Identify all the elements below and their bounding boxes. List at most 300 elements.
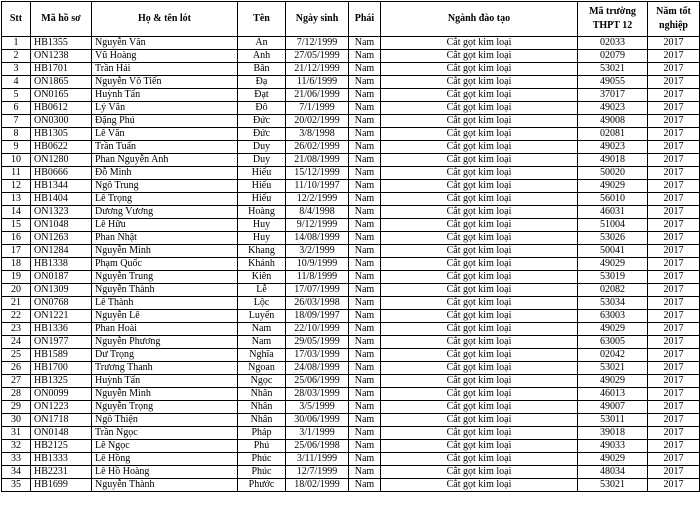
cell-ma-truong: 53021: [578, 479, 648, 492]
cell-ma-truong: 53034: [578, 297, 648, 310]
cell-ho-ten-lot: Nguyễn Lê: [92, 310, 238, 323]
cell-ngay-sinh: 3/5/1999: [286, 401, 349, 414]
cell-phai: Nam: [349, 63, 381, 76]
cell-nganh-dao-tao: Cắt gọt kim loại: [381, 349, 578, 362]
cell-phai: Nam: [349, 479, 381, 492]
cell-nganh-dao-tao: Cắt gọt kim loại: [381, 440, 578, 453]
cell-stt: 17: [2, 245, 31, 258]
cell-ma-truong: 49029: [578, 323, 648, 336]
cell-ma-truong: 02082: [578, 284, 648, 297]
cell-ho-ten-lot: Nguyễn Văn: [92, 37, 238, 50]
cell-stt: 35: [2, 479, 31, 492]
cell-ma-ho-so: ON1223: [31, 401, 92, 414]
cell-phai: Nam: [349, 271, 381, 284]
table-row: [2, 206, 700, 219]
cell-nganh-dao-tao: Cắt gọt kim loại: [381, 154, 578, 167]
header-ma-ho-so: Mã hồ sơ: [31, 2, 92, 37]
cell-ngay-sinh: 11/10/1997: [286, 180, 349, 193]
cell-nam-tot-nghiep: 2017: [648, 440, 700, 453]
cell-nganh-dao-tao: Cắt gọt kim loại: [381, 453, 578, 466]
cell-ngay-sinh: 26/03/1998: [286, 297, 349, 310]
cell-ngay-sinh: 18/02/1999: [286, 479, 349, 492]
cell-ma-truong: 49029: [578, 453, 648, 466]
cell-nganh-dao-tao: Cắt gọt kim loại: [381, 232, 578, 245]
cell-ten: Khánh: [238, 258, 286, 271]
cell-nganh-dao-tao: Cắt gọt kim loại: [381, 258, 578, 271]
cell-ma-truong: 49008: [578, 115, 648, 128]
cell-nganh-dao-tao: Cắt gọt kim loại: [381, 206, 578, 219]
cell-ho-ten-lot: Vũ Hoàng: [92, 50, 238, 63]
table-row: [2, 323, 700, 336]
cell-ho-ten-lot: Huỳnh Tấn: [92, 375, 238, 388]
cell-ma-truong: 49023: [578, 102, 648, 115]
cell-stt: 34: [2, 466, 31, 479]
cell-nganh-dao-tao: Cắt gọt kim loại: [381, 180, 578, 193]
cell-nganh-dao-tao: Cắt gọt kim loại: [381, 362, 578, 375]
cell-ma-ho-so: ON1280: [31, 154, 92, 167]
cell-nganh-dao-tao: Cắt gọt kim loại: [381, 128, 578, 141]
cell-nganh-dao-tao: Cắt gọt kim loại: [381, 167, 578, 180]
cell-nam-tot-nghiep: 2017: [648, 128, 700, 141]
table-row: [2, 219, 700, 232]
cell-nganh-dao-tao: Cắt gọt kim loại: [381, 323, 578, 336]
cell-phai: Nam: [349, 180, 381, 193]
cell-ma-ho-so: HB1325: [31, 375, 92, 388]
cell-ngay-sinh: 3/1/1999: [286, 427, 349, 440]
cell-stt: 32: [2, 440, 31, 453]
cell-ten: Nhân: [238, 401, 286, 414]
cell-phai: Nam: [349, 310, 381, 323]
cell-nam-tot-nghiep: 2017: [648, 63, 700, 76]
cell-ten: Nhân: [238, 388, 286, 401]
cell-ho-ten-lot: Nguyễn Thành: [92, 479, 238, 492]
cell-ngay-sinh: 3/2/1999: [286, 245, 349, 258]
cell-ma-truong: 49023: [578, 141, 648, 154]
cell-phai: Nam: [349, 258, 381, 271]
cell-ho-ten-lot: Nguyễn Phương: [92, 336, 238, 349]
table-row: [2, 193, 700, 206]
cell-ten: Hiếu: [238, 180, 286, 193]
cell-ma-ho-so: ON1865: [31, 76, 92, 89]
cell-ten: Luyến: [238, 310, 286, 323]
cell-ngay-sinh: 21/12/1999: [286, 63, 349, 76]
table-row: [2, 297, 700, 310]
cell-stt: 15: [2, 219, 31, 232]
cell-nam-tot-nghiep: 2017: [648, 232, 700, 245]
cell-ma-ho-so: HB1338: [31, 258, 92, 271]
cell-nganh-dao-tao: Cắt gọt kim loại: [381, 297, 578, 310]
cell-ngay-sinh: 18/09/1997: [286, 310, 349, 323]
table-row: [2, 50, 700, 63]
cell-ma-truong: 49029: [578, 258, 648, 271]
cell-ngay-sinh: 29/05/1999: [286, 336, 349, 349]
header-nganh-dao-tao: Ngành đào tạo: [381, 2, 578, 37]
cell-nganh-dao-tao: Cắt gọt kim loại: [381, 310, 578, 323]
cell-nam-tot-nghiep: 2017: [648, 37, 700, 50]
student-table: [1, 1, 700, 492]
cell-ma-truong: 53011: [578, 414, 648, 427]
cell-ten: Nhân: [238, 414, 286, 427]
cell-ma-truong: 46031: [578, 206, 648, 219]
cell-ho-ten-lot: Lê Trọng: [92, 193, 238, 206]
cell-ma-truong: 49033: [578, 440, 648, 453]
cell-ngay-sinh: 25/06/1999: [286, 375, 349, 388]
cell-phai: Nam: [349, 219, 381, 232]
cell-phai: Nam: [349, 401, 381, 414]
cell-ngay-sinh: 8/4/1998: [286, 206, 349, 219]
table-row: [2, 271, 700, 284]
cell-ngay-sinh: 12/2/1999: [286, 193, 349, 206]
cell-ma-truong: 49029: [578, 180, 648, 193]
table-row: [2, 115, 700, 128]
cell-phai: Nam: [349, 245, 381, 258]
cell-nam-tot-nghiep: 2017: [648, 102, 700, 115]
cell-ho-ten-lot: Trần Tuấn: [92, 141, 238, 154]
cell-ho-ten-lot: Lê Ngọc: [92, 440, 238, 453]
cell-ngay-sinh: 21/08/1999: [286, 154, 349, 167]
cell-nam-tot-nghiep: 2017: [648, 89, 700, 102]
cell-ma-ho-so: ON0300: [31, 115, 92, 128]
cell-nam-tot-nghiep: 2017: [648, 76, 700, 89]
cell-ten: An: [238, 37, 286, 50]
cell-nganh-dao-tao: Cắt gọt kim loại: [381, 284, 578, 297]
cell-stt: 1: [2, 37, 31, 50]
cell-stt: 30: [2, 414, 31, 427]
cell-nam-tot-nghiep: 2017: [648, 180, 700, 193]
cell-ma-truong: 51004: [578, 219, 648, 232]
table-row: [2, 440, 700, 453]
cell-ngay-sinh: 17/07/1999: [286, 284, 349, 297]
cell-ho-ten-lot: Dư Trọng: [92, 349, 238, 362]
cell-ma-ho-so: ON1048: [31, 219, 92, 232]
cell-nganh-dao-tao: Cắt gọt kim loại: [381, 401, 578, 414]
cell-ho-ten-lot: Nguyễn Minh: [92, 388, 238, 401]
cell-ten: Duy: [238, 141, 286, 154]
cell-ma-ho-so: HB1700: [31, 362, 92, 375]
cell-ngay-sinh: 20/02/1999: [286, 115, 349, 128]
cell-phai: Nam: [349, 141, 381, 154]
cell-stt: 2: [2, 50, 31, 63]
cell-nganh-dao-tao: Cắt gọt kim loại: [381, 219, 578, 232]
cell-stt: 27: [2, 375, 31, 388]
cell-phai: Nam: [349, 206, 381, 219]
cell-phai: Nam: [349, 128, 381, 141]
cell-ma-truong: 02033: [578, 37, 648, 50]
cell-phai: Nam: [349, 427, 381, 440]
cell-ma-truong: 49018: [578, 154, 648, 167]
cell-ngay-sinh: 25/06/1998: [286, 440, 349, 453]
table-row: [2, 310, 700, 323]
cell-ma-ho-so: HB1355: [31, 37, 92, 50]
cell-ten: Phúc: [238, 453, 286, 466]
table-row: [2, 466, 700, 479]
cell-nam-tot-nghiep: 2017: [648, 414, 700, 427]
cell-nam-tot-nghiep: 2017: [648, 323, 700, 336]
cell-ngay-sinh: 3/8/1998: [286, 128, 349, 141]
cell-stt: 28: [2, 388, 31, 401]
table-row: [2, 388, 700, 401]
header-stt: Stt: [2, 2, 31, 37]
cell-ten: Đức: [238, 115, 286, 128]
cell-ma-ho-so: HB1699: [31, 479, 92, 492]
cell-nam-tot-nghiep: 2017: [648, 284, 700, 297]
cell-nganh-dao-tao: Cắt gọt kim loại: [381, 115, 578, 128]
cell-ho-ten-lot: Lê Hồng: [92, 453, 238, 466]
cell-ngay-sinh: 11/6/1999: [286, 76, 349, 89]
cell-nganh-dao-tao: Cắt gọt kim loại: [381, 466, 578, 479]
cell-ma-truong: 49007: [578, 401, 648, 414]
table-row: [2, 63, 700, 76]
cell-stt: 7: [2, 115, 31, 128]
cell-ma-truong: 37017: [578, 89, 648, 102]
cell-ma-ho-so: HB1589: [31, 349, 92, 362]
cell-phai: Nam: [349, 232, 381, 245]
cell-nam-tot-nghiep: 2017: [648, 206, 700, 219]
cell-ho-ten-lot: Ngô Trung: [92, 180, 238, 193]
cell-nganh-dao-tao: Cắt gọt kim loại: [381, 141, 578, 154]
table-row: [2, 375, 700, 388]
cell-ma-ho-so: HB0612: [31, 102, 92, 115]
cell-stt: 21: [2, 297, 31, 310]
cell-ma-ho-so: ON1323: [31, 206, 92, 219]
cell-nam-tot-nghiep: 2017: [648, 50, 700, 63]
cell-phai: Nam: [349, 362, 381, 375]
cell-ten: Ngoan: [238, 362, 286, 375]
cell-ngay-sinh: 3/11/1999: [286, 453, 349, 466]
header-ten: Tên: [238, 2, 286, 37]
cell-stt: 20: [2, 284, 31, 297]
cell-ma-ho-so: ON1309: [31, 284, 92, 297]
cell-ten: Hoàng: [238, 206, 286, 219]
cell-ma-ho-so: ON1718: [31, 414, 92, 427]
cell-ten: Nghĩa: [238, 349, 286, 362]
cell-ma-truong: 50020: [578, 167, 648, 180]
cell-phai: Nam: [349, 336, 381, 349]
cell-ma-ho-so: ON1263: [31, 232, 92, 245]
cell-ma-truong: 48034: [578, 466, 648, 479]
cell-ten: Hiếu: [238, 193, 286, 206]
cell-nam-tot-nghiep: 2017: [648, 388, 700, 401]
cell-ma-truong: 56010: [578, 193, 648, 206]
cell-nam-tot-nghiep: 2017: [648, 141, 700, 154]
cell-phai: Nam: [349, 375, 381, 388]
cell-ma-truong: 02079: [578, 50, 648, 63]
cell-nam-tot-nghiep: 2017: [648, 349, 700, 362]
table-row: [2, 479, 700, 492]
table-row: [2, 167, 700, 180]
cell-ma-ho-so: HB2125: [31, 440, 92, 453]
cell-stt: 8: [2, 128, 31, 141]
cell-stt: 12: [2, 180, 31, 193]
cell-ho-ten-lot: Lê Văn: [92, 128, 238, 141]
cell-nam-tot-nghiep: 2017: [648, 453, 700, 466]
cell-stt: 25: [2, 349, 31, 362]
cell-nganh-dao-tao: Cắt gọt kim loại: [381, 63, 578, 76]
header-ho-ten-lot: Họ & tên lót: [92, 2, 238, 37]
cell-ho-ten-lot: Đỗ Minh: [92, 167, 238, 180]
cell-nganh-dao-tao: Cắt gọt kim loại: [381, 76, 578, 89]
cell-ngay-sinh: 27/05/1999: [286, 50, 349, 63]
cell-phai: Nam: [349, 297, 381, 310]
cell-ten: Phước: [238, 479, 286, 492]
cell-stt: 9: [2, 141, 31, 154]
cell-stt: 5: [2, 89, 31, 102]
cell-ho-ten-lot: Phan Hoài: [92, 323, 238, 336]
cell-ma-ho-so: ON0187: [31, 271, 92, 284]
cell-phai: Nam: [349, 466, 381, 479]
cell-ho-ten-lot: Huỳnh Tấn: [92, 89, 238, 102]
cell-stt: 13: [2, 193, 31, 206]
cell-stt: 11: [2, 167, 31, 180]
cell-phai: Nam: [349, 154, 381, 167]
cell-phai: Nam: [349, 284, 381, 297]
cell-nam-tot-nghiep: 2017: [648, 375, 700, 388]
cell-stt: 22: [2, 310, 31, 323]
cell-ma-truong: 53021: [578, 362, 648, 375]
table-row: [2, 128, 700, 141]
cell-nam-tot-nghiep: 2017: [648, 466, 700, 479]
cell-stt: 29: [2, 401, 31, 414]
cell-stt: 3: [2, 63, 31, 76]
cell-nam-tot-nghiep: 2017: [648, 310, 700, 323]
cell-nganh-dao-tao: Cắt gọt kim loại: [381, 37, 578, 50]
cell-phai: Nam: [349, 50, 381, 63]
cell-ho-ten-lot: Trương Thanh: [92, 362, 238, 375]
cell-ma-ho-so: ON0148: [31, 427, 92, 440]
cell-ten: Lộc: [238, 297, 286, 310]
table-row: [2, 76, 700, 89]
cell-ngay-sinh: 30/06/1999: [286, 414, 349, 427]
cell-phai: Nam: [349, 102, 381, 115]
cell-nganh-dao-tao: Cắt gọt kim loại: [381, 414, 578, 427]
cell-ho-ten-lot: Lê Thành: [92, 297, 238, 310]
cell-ma-ho-so: HB2231: [31, 466, 92, 479]
cell-ngay-sinh: 12/7/1999: [286, 466, 349, 479]
cell-nam-tot-nghiep: 2017: [648, 115, 700, 128]
cell-phai: Nam: [349, 76, 381, 89]
cell-ma-ho-so: HB1701: [31, 63, 92, 76]
cell-ma-truong: 02081: [578, 128, 648, 141]
cell-ho-ten-lot: Ngô Thiện: [92, 414, 238, 427]
table-row: [2, 37, 700, 50]
cell-ho-ten-lot: Trần Hải: [92, 63, 238, 76]
cell-ho-ten-lot: Lê Hữu: [92, 219, 238, 232]
cell-ten: Pháp: [238, 427, 286, 440]
cell-ho-ten-lot: Nguyễn Trọng: [92, 401, 238, 414]
table-row: [2, 336, 700, 349]
cell-ma-truong: 49055: [578, 76, 648, 89]
cell-phai: Nam: [349, 453, 381, 466]
cell-ma-ho-so: ON1977: [31, 336, 92, 349]
header-ma-truong: Mã trường THPT 12: [578, 2, 648, 37]
table-row: [2, 284, 700, 297]
cell-ma-truong: 39018: [578, 427, 648, 440]
cell-nganh-dao-tao: Cắt gọt kim loại: [381, 375, 578, 388]
cell-ma-truong: 46013: [578, 388, 648, 401]
cell-stt: 19: [2, 271, 31, 284]
cell-ten: Anh: [238, 50, 286, 63]
cell-nganh-dao-tao: Cắt gọt kim loại: [381, 388, 578, 401]
cell-ma-ho-so: HB1404: [31, 193, 92, 206]
cell-nam-tot-nghiep: 2017: [648, 297, 700, 310]
cell-ngay-sinh: 21/06/1999: [286, 89, 349, 102]
cell-nam-tot-nghiep: 2017: [648, 245, 700, 258]
cell-ma-truong: 53026: [578, 232, 648, 245]
table-row: [2, 453, 700, 466]
cell-nam-tot-nghiep: 2017: [648, 362, 700, 375]
cell-nam-tot-nghiep: 2017: [648, 258, 700, 271]
cell-phai: Nam: [349, 193, 381, 206]
cell-nam-tot-nghiep: 2017: [648, 271, 700, 284]
cell-ngay-sinh: 10/9/1999: [286, 258, 349, 271]
table-row: [2, 401, 700, 414]
cell-ma-ho-so: ON1238: [31, 50, 92, 63]
cell-ten: Khang: [238, 245, 286, 258]
cell-ten: Kiên: [238, 271, 286, 284]
cell-nganh-dao-tao: Cắt gọt kim loại: [381, 336, 578, 349]
cell-stt: 24: [2, 336, 31, 349]
cell-ma-truong: 53019: [578, 271, 648, 284]
cell-ma-ho-so: HB0666: [31, 167, 92, 180]
table-row: [2, 154, 700, 167]
cell-ho-ten-lot: Dương Vương: [92, 206, 238, 219]
cell-ma-ho-so: ON1284: [31, 245, 92, 258]
cell-phai: Nam: [349, 388, 381, 401]
cell-ho-ten-lot: Nguyễn Võ Tiến: [92, 76, 238, 89]
cell-nam-tot-nghiep: 2017: [648, 167, 700, 180]
cell-phai: Nam: [349, 323, 381, 336]
cell-ma-ho-so: HB1333: [31, 453, 92, 466]
cell-ten: Đô: [238, 102, 286, 115]
cell-nganh-dao-tao: Cắt gọt kim loại: [381, 193, 578, 206]
table-row: [2, 232, 700, 245]
cell-phai: Nam: [349, 115, 381, 128]
cell-ho-ten-lot: Đặng Phú: [92, 115, 238, 128]
cell-ma-truong: 63003: [578, 310, 648, 323]
cell-nam-tot-nghiep: 2017: [648, 154, 700, 167]
table-header-row: [2, 2, 700, 37]
header-ngay-sinh: Ngày sinh: [286, 2, 349, 37]
cell-ma-ho-so: ON0768: [31, 297, 92, 310]
cell-ten: Huy: [238, 232, 286, 245]
cell-ho-ten-lot: Lê Hồ Hoàng: [92, 466, 238, 479]
cell-nganh-dao-tao: Cắt gọt kim loại: [381, 89, 578, 102]
cell-nam-tot-nghiep: 2017: [648, 193, 700, 206]
cell-ngay-sinh: 14/08/1999: [286, 232, 349, 245]
cell-ngay-sinh: 7/1/1999: [286, 102, 349, 115]
cell-phai: Nam: [349, 349, 381, 362]
table-row: [2, 245, 700, 258]
cell-phai: Nam: [349, 440, 381, 453]
table-row: [2, 414, 700, 427]
cell-ma-ho-so: HB1344: [31, 180, 92, 193]
header-nam-tot-nghiep: Năm tốt nghiệp: [648, 2, 700, 37]
cell-ma-truong: 02042: [578, 349, 648, 362]
cell-ten: Phúc: [238, 466, 286, 479]
table-body: [2, 37, 700, 492]
cell-ngay-sinh: 26/02/1999: [286, 141, 349, 154]
cell-ngay-sinh: 15/12/1999: [286, 167, 349, 180]
cell-ten: Bân: [238, 63, 286, 76]
cell-ten: Huy: [238, 219, 286, 232]
table-row: [2, 362, 700, 375]
cell-ten: Đạt: [238, 89, 286, 102]
table-row: [2, 89, 700, 102]
table-row: [2, 349, 700, 362]
cell-ten: Duy: [238, 154, 286, 167]
cell-stt: 14: [2, 206, 31, 219]
cell-ngay-sinh: 9/12/1999: [286, 219, 349, 232]
